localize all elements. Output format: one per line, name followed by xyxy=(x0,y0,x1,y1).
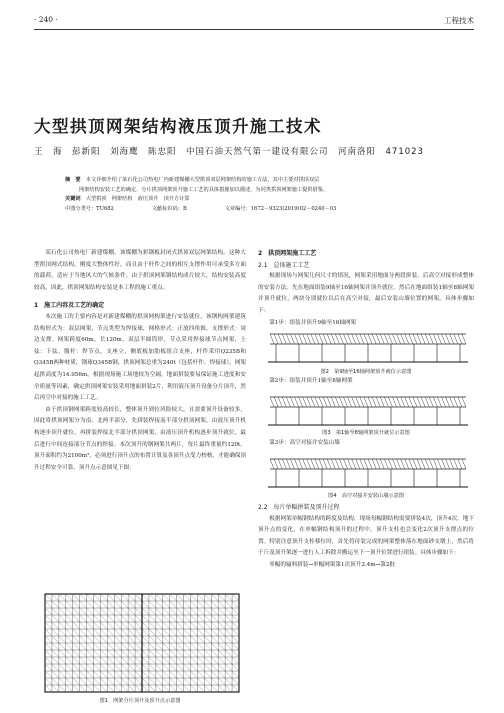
section-2-2-heading: 2.2 每片单幅拼装及顶升过程 xyxy=(258,504,340,511)
section-2-2-paragraph-2: 单幅的输料拼装→单幅网架第1次顶升2.4m→第2批 xyxy=(269,561,395,568)
figure-2-caption: 图2 第9轴至16轴网架顶升就位示意图 xyxy=(320,369,412,375)
page-number: · 240 · xyxy=(34,15,58,24)
header-rule xyxy=(34,29,474,30)
right-column-bottom xyxy=(258,502,474,572)
keywords-label: 关键词 xyxy=(65,196,81,202)
abstract-text-2: 网架结构安装工艺的确定、分片拱顶网架顶升施工工艺的具体措施加以描述，为同类拱顶网架施工提供借鉴。 xyxy=(79,186,329,193)
figure-3-elevation xyxy=(268,393,468,427)
section-2-1-heading: 2.1 总体施工工艺 xyxy=(258,261,310,269)
step-3-label: 第3步：高空对接并安装山墙 xyxy=(269,440,340,446)
section-1-paragraph-1: 本次施工的主要内容是对新建煤棚的拱顶网构架进行安装就位，该钢构网架建筑结构形式为：双层网架，节点类型为焊接球，网格形式：正放四角锥，支撑形式：周边支撑。网架跨度60m，长120m，双层半圆筒形，节点采用焊接球节点网架，上弦：下弦，腹杆：焊节点，支座立，侧底板加肋板组合支座，杆件采用Q235B和Q345B两种材质，钢球Q345B钢，拱顶网架总重为240t（包括杆件、焊接球），网架起拱高度为14.956m。根据现场施工场地较为空阔，地面拼装要易保证施工进度和安全质量等因素，确定拱顶网架安装采用地面拼装2片，利用液压顶升设备分片顶升，然后再空中对接的施工工艺。 xyxy=(34,313,246,402)
intro-paragraph: 某石化公司热电厂新建煤棚，该煤棚为彩钢板封闭式拱顶双层网架结构。这种大型拱顶网式结构，刚度大整体性好，而且由于杆件之间的相互支撑作用可承受多方面的载荷，适应于当地风大的气候条件。由于拱顶网架钢结构成片较大，结构安装高度较高，因此，拱顶网架结构安装是本工程的施工重点。 xyxy=(34,250,246,291)
abstract-label: 摘 要 xyxy=(65,177,81,183)
step-3-label-wrap xyxy=(258,438,474,450)
section-1-paragraph-2: 由于拱顶钢网架跨度较高较长，整体顶升到位风险较大，且需要顶升设备较多，因此将拱顶网架分为南、北两半部分，先拼装焊接南半部分拱顶网架，由液压顶升机构逐步顶升就位，再拼装焊接北半部分拱顶网架，由液压顶升机构逐步顶升就位，最后进行中间连接部分节点的焊接。本次顶升的钢网架共两片，每片最终重量约120t。顶升面积约为2100m²，必须进行顶升点的布置计算及各顶升点受力校核，才能确保顶升过程安全可靠。顶升点示意图见下图： xyxy=(34,406,246,471)
abstract-text-1: 本文详细介绍了某石化公司热电厂内新建煤棚大型拱顶双层网架结构的施工方法，其中主要对拱顶双层 xyxy=(85,177,320,183)
step-2-label-wrap xyxy=(258,376,474,388)
figure-4-elevation xyxy=(268,455,468,489)
article-title: 大型拱顶网架结构液压顶升施工技术 xyxy=(34,117,322,136)
step-2-label: 第2步：组装并顶升1轴至8轴网架 xyxy=(269,378,353,384)
section-2-1-paragraph: 根据现场与网架几何尺寸的情况，网架采用地面分两段拼装，后高空对接形成整体的安装方法。先在地面组装9轴至16轴网架并顶升就位，然后在地面组装1轴至8轴网架并顶升就位，两块分别就位以后在高空对接，最后安装山墙位置的网架。具体步骤如下： xyxy=(258,273,474,314)
figure-3-truss xyxy=(268,397,468,425)
figure-4-truss xyxy=(268,459,468,487)
article-number: 文章编号：1672－9323(2019)02－0240－03 xyxy=(224,205,337,212)
abstract xyxy=(65,176,468,214)
figure-3-caption: 图3 第1轴至8轴网架顶升就位示意图 xyxy=(322,430,410,436)
figure-4-caption: 图4 高空对接并安装山墙示意图 xyxy=(328,493,404,499)
journal-name: 工程技术 xyxy=(444,16,474,25)
right-column-top xyxy=(258,248,474,329)
clc-number: 中图分类号：TU682 xyxy=(65,205,114,212)
left-column xyxy=(34,248,246,474)
section-2-2-paragraph: 根据网架单幅钢结构的跨度及结构，现场每幅钢结构需要拼装4次，顶升4次。地下顶升点的变化，在单幅钢结构顶升的过程中，顶升支柱也会变化2次顶升支撑点的位置。特别注意顶升支柱移位时，首先将待装完成的网架整体落在地面砂支墩上，然后将千斤及顶升架逐一进行人工拆除并搬运至下一顶升位置进行组装。具体步骤如下： xyxy=(258,515,474,557)
figure-2-truss xyxy=(268,334,468,362)
keywords: 大型拱顶 网架结构 液压顶升 顶升方计算 xyxy=(85,196,190,202)
figure-1-caption: 图1 网架分片顶升及顶升点示意图 xyxy=(99,698,181,704)
document-code: 文献标识码：B xyxy=(151,205,187,212)
figure-2-elevation xyxy=(268,330,468,364)
section-2-heading: 2 拱顶网架施工工艺 xyxy=(258,250,317,257)
article-authors: 王 海 彭新阳 刘海鹰 陈忠阳 中国石油天然气第一建设有限公司 河南洛阳 471023 xyxy=(34,147,424,157)
section-1-heading: 1 施工内容及工艺的确定 xyxy=(34,302,105,310)
step-1-label: 第1步：组装并顶升9轴至16轴网架 xyxy=(269,319,357,326)
figure-1-grid-diagram xyxy=(44,593,240,693)
